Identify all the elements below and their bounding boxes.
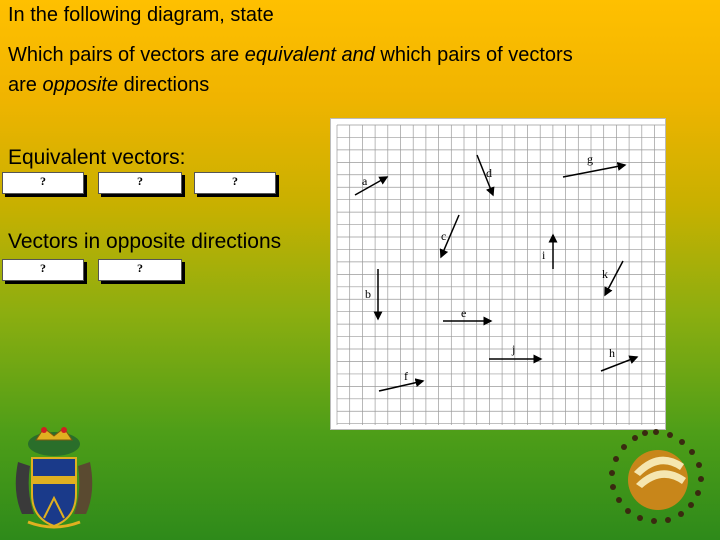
university-crest-logo xyxy=(8,422,100,537)
vector-e-label: e xyxy=(461,306,467,320)
vector-g-arrow xyxy=(563,165,625,177)
opposite-answer-box-1[interactable]: ? xyxy=(2,259,84,281)
opposite-answer-box-2[interactable]: ? xyxy=(98,259,182,281)
equivalent-answer-box-2[interactable]: ? xyxy=(98,172,182,194)
seal-icon xyxy=(604,424,708,528)
equivalent-vectors-label: Equivalent vectors: xyxy=(8,146,186,169)
instruction-text-1: In the following diagram, state xyxy=(8,4,274,26)
vector-j-label: j xyxy=(512,342,516,356)
crest-icon xyxy=(8,422,100,532)
vector-h-arrow xyxy=(601,357,637,371)
vector-a-label: a xyxy=(362,174,368,188)
instruction-text-2b: which pairs of vectors xyxy=(374,44,573,66)
vector-f-arrow xyxy=(379,381,423,391)
vector-h-label: h xyxy=(609,346,615,360)
vector-c-label: c xyxy=(441,229,447,243)
instruction-emphasis-opposite: opposite xyxy=(42,74,119,96)
instruction-emphasis-equivalent: equivalent and xyxy=(244,44,375,66)
vector-grid-diagram xyxy=(330,118,666,430)
instruction-line-2 xyxy=(8,44,573,67)
vector-f-label: f xyxy=(404,369,408,383)
vector-g-label: g xyxy=(587,152,593,166)
instruction-text-3b: directions xyxy=(118,74,210,96)
equivalent-answer-box-1[interactable]: ? xyxy=(2,172,84,194)
instruction-text-2a: Which pairs of vectors are xyxy=(8,44,245,66)
vector-k-label: k xyxy=(602,267,608,281)
instruction-line-3 xyxy=(8,74,209,97)
opposite-vectors-label: Vectors in opposite directions xyxy=(8,230,282,253)
vector-i-label: i xyxy=(542,248,546,262)
vector-b-label: b xyxy=(365,287,371,301)
instruction-line-1 xyxy=(8,4,274,27)
equivalent-answer-box-3[interactable]: ? xyxy=(194,172,276,194)
vector-a-arrow xyxy=(355,177,387,195)
university-seal-logo xyxy=(604,424,708,533)
vector-grid-svg xyxy=(331,119,665,429)
vector-d-label: d xyxy=(486,166,492,180)
instruction-text-3a: are xyxy=(8,74,43,96)
